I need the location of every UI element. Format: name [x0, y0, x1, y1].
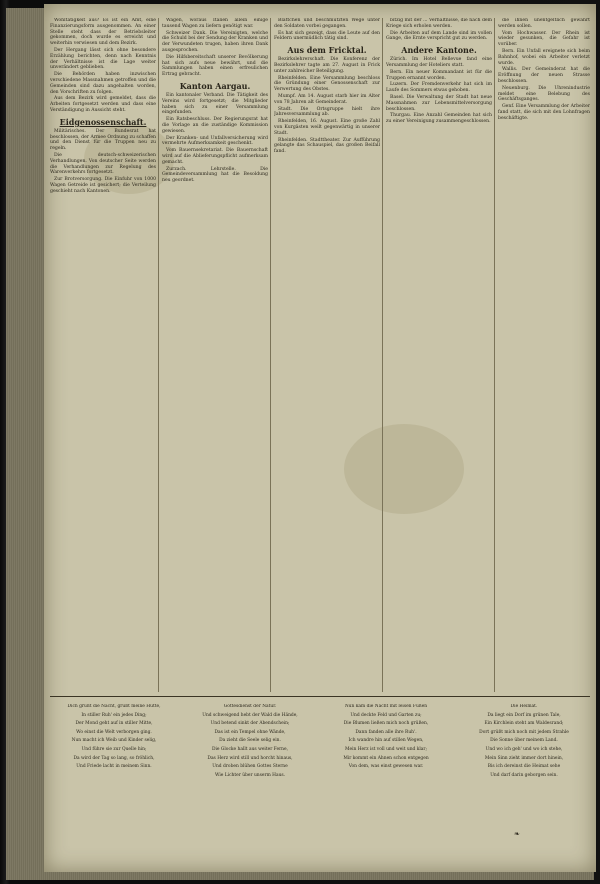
paragraph: Militärisches. Der Bundesrat hat beschlossen, der Armee Ordnung zu schaffen und den Dienst für die Truppen neu zu regeln. — [50, 128, 156, 152]
verse-line: Das ist ein Tempel ohne Wände, — [214, 729, 286, 735]
section-heading-kanton-aargau: Kanton Aargau. — [179, 80, 251, 91]
verse-line: In stiller Ruh' ein jedes Ding; — [81, 712, 147, 718]
verse-line: Da wird der Tag so lang, so fröhlich, — [73, 755, 155, 761]
verse-line: Ein Kirchlein steht am Waldesrand; — [484, 721, 564, 727]
paragraph: Ein kantonaler Verband. Die Tätigkeit des Vereins wird fortgesetzt; die Mitglieder haben sich zu einer Versammlung eingefunden. — [162, 92, 268, 116]
feuilleton-column-2 — [186, 704, 314, 834]
paragraph: Rheinfelden. Stadttheater. Zur Aufführung gelangte das Schauspiel, das großen Beifall fand. — [274, 137, 380, 155]
verse-line: Und darf darin geborgen sein. — [490, 772, 558, 778]
verse-line: Dich grüßt die Nacht, grüßt meine Hütte, — [67, 704, 161, 709]
column-rule — [158, 18, 159, 692]
verse-line: Die Sonne über meinem Land. — [490, 738, 558, 744]
paragraph: Stadt. Die Ortsgruppe hielt ihre Jahresversammlung ab. — [274, 106, 380, 118]
paragraph: Zurzach. Lehrstelle. Die Gemeindeversammlung hat die Besoldung neu geordnet. — [162, 166, 268, 184]
verse-line: Nun macht ich Weib und Kinder selig, — [71, 738, 157, 744]
paragraph: Zur Brotversorgung. Die Einfuhr von 1000 Wagen Getreide ist gesichert; die Verteilung geschieht nach Kantonen. — [50, 177, 156, 194]
column-rule — [382, 18, 383, 692]
paragraph: bitzig mit der ... Verhältnisse, die nach dem Kriege sich erholen werden. — [386, 18, 492, 29]
verse-line: Gottesdienst der Natur. — [223, 704, 277, 709]
paragraph: Genf. Eine Versammlung der Arbeiter fand statt, die sich mit den Lohnfragen beschäftigte. — [498, 104, 590, 121]
paragraph: Ein Ratsbeschluss. Der Regierungsrat hat die Vorlage an die zuständige Kommission gewiesen. — [162, 117, 268, 134]
verse-line: Das Herz wird still und horcht hinaus, — [207, 755, 293, 761]
column-rule — [494, 18, 495, 692]
feuilleton-column-3 — [322, 704, 450, 834]
text-column-4 — [386, 18, 492, 694]
verse-line: Da liegt ein Dorf im grünen Tale, — [487, 712, 561, 718]
section-heading-fricktal: Aus dem Fricktal. — [287, 45, 367, 56]
verse-line: Und droben blühen Gottes Sterne — [212, 764, 288, 770]
paragraph: Aus dem Bezirk wird gemeldet, dass die Arbeiten fortgesetzt werden und dass eine Verständigung in Aussicht steht. — [50, 96, 156, 113]
paragraph: Bern. Ein neuer Kommandant ist für die Truppen ernannt worden. — [386, 69, 492, 81]
paragraph: Bern. Ein Unfall ereignete sich beim Bahnhof, wobei ein Arbeiter verletzt wurde. — [498, 48, 590, 66]
verse-line: Und führe sie zur Quelle hin; — [81, 746, 147, 752]
verse-line: Die Heimat. — [510, 704, 538, 709]
feuilleton-column-1 — [50, 704, 178, 834]
verse-line: Nun kam die Nacht mit leisen Füßen — [344, 704, 428, 709]
text-column-1 — [50, 18, 156, 694]
paragraph: Vom Bauernsekretariat. Die Bauernschaft wird auf die Ablieferungspflicht aufmerksam gemacht. — [162, 148, 268, 165]
verse-line: Mein Sinn zieht immer dort hinein, — [484, 755, 564, 761]
verse-line: Ich wandre hin auf stillen Wegen, — [348, 738, 424, 744]
verse-line: Mir kommt ein Ahnen schon entgegen — [343, 755, 429, 761]
paragraph: Die Arbeiten auf dem Lande sind im vollen Gange, die Ernte verspricht gut zu werden. — [386, 30, 492, 42]
paragraph: Blättchen und beschmutzten Wege unter den Soldaten vorbei gegangen. — [274, 18, 380, 29]
section-heading-eidgenossenschaft: Eidgenossenschaft. — [59, 116, 147, 127]
paragraph: Mumpf. Am 14. August starb hier im Alter von 78 Jahren alt Gemeinderat. — [274, 93, 380, 105]
verse-line: Dann fanden alle ihre Ruh'. — [355, 729, 417, 735]
paragraph: Vom Hochwasser. Der Rhein ist wieder gesunken, die Gefahr ist vorüber. — [498, 30, 590, 48]
newspaper-page — [44, 4, 596, 872]
paragraph: Die Hilfsbereitschaft unserer Bevölkerung hat sich aufs neue bewährt, und die Sammlungen haben einen erfreulichen Ertrag gebracht. — [162, 54, 268, 78]
paragraph: Wagen, woraus Italien allein einige tausend Wagen zu liefern genötigt war. — [162, 18, 268, 29]
verse-line: Von dem, was einst gewesen war. — [348, 764, 424, 770]
verse-line: Bis ich dereinst die Heimat sehe — [487, 764, 561, 770]
feuilleton-column-4 — [458, 704, 590, 834]
paragraph: Bezirkslehrerschaft. Die Konferenz der Bezirkslehrer tagte am 27. August in Frick unter zahlreicher Beteiligung. — [274, 57, 380, 74]
verse-line: Und schweigend hebt der Wald die Hände, — [202, 712, 298, 718]
paragraph: Rheinfelden, 16. August. Eine große Zahl von Kurgästen weilt gegenwärtig in unserer Stadt. — [274, 119, 380, 136]
verse-line: Die Blumen ließen mich noch grüßen, — [343, 721, 429, 727]
paragraph: Der Hergang lässt sich ohne besondere Erzählung berichten, denn nach Kenntnis der Verhältnisse ist die Lage weiter unverändert geblieben. — [50, 47, 156, 71]
verse-line: Wo einst die Welt verborgen ging. — [76, 729, 152, 735]
verse-line: Die Glocke hallt aus weiter Ferne, — [211, 746, 289, 752]
paragraph: Der Kranken- und Unfallversicherung wird vermehrte Aufmerksamkeit geschenkt. — [162, 135, 268, 147]
section-heading-andere-kantone: Andere Kantone. — [401, 45, 477, 56]
text-column-3 — [274, 18, 380, 694]
column-rule — [270, 18, 271, 692]
paragraph: Thurgau. Eine Anzahl Gemeinden hat sich zu einer Vereinigung zusammengeschlossen. — [386, 113, 492, 125]
paragraph: Es hat sich gezeigt, dass die Leute auf den Feldern unermüdlich tätig sind. — [274, 30, 380, 42]
verse-line: Der Mond geht auf in stiller Mitte, — [75, 721, 153, 727]
paragraph: die ihnen unentgeltlich gewährt werden sollen. — [498, 18, 590, 29]
paragraph: Basel. Die Verwaltung der Stadt hat neue Massnahmen zur Lebensmittelversorgung beschlossen. — [386, 94, 492, 112]
verse-line: Und Friede lacht in meinem Sinn. — [76, 764, 152, 770]
verse-line: Mein Herz ist voll und weit und klar; — [344, 746, 427, 752]
paragraph: Luzern. Der Fremdenverkehr hat sich im Laufe des Sommers etwas gehoben. — [386, 82, 492, 94]
verse-line: Und deckte Feld und Garten zu; — [350, 712, 422, 718]
verse-line: Da zieht die Seele selig ein. — [219, 738, 281, 744]
verse-line: Wie Lichter über unserm Haus. — [214, 772, 286, 778]
page-ornament: ❧ — [514, 830, 520, 838]
feuilleton-divider — [50, 696, 590, 697]
text-column-2 — [162, 18, 268, 694]
paragraph: Zürich. Im Hotel Bellevue fand eine Versammlung der Hoteliers statt. — [386, 57, 492, 68]
paragraph: Schweizer Dank. Die Vereinigten, welche die Schuld bei der Sendung der Kranken und der Verwundeten trugen, haben ihren Dank ausgesprochen. — [162, 30, 268, 53]
verse-line: Und wo ich geh' und wo ich stehe, — [485, 746, 563, 752]
verse-line: Dort grüßt mich noch mit jedem Strahle — [479, 729, 569, 735]
verse-line: Und betend sinkt der Abendschein; — [210, 721, 290, 727]
paragraph: Die Behörden haben inzwischen verschiedene Massnahmen getroffen und die Gemeinden sind dazu angehalten worden, den Vorschriften zu folgen. — [50, 72, 156, 95]
paragraph: Wohltätigkeit aus? Es ist ein Amt, eine Finanzierungsform ausgenommen. An einer Stelle steht dass der Betriebsleiter gekommen, doch wurde es erreicht und weiterhin verwiesen und dem Bezirk. — [50, 18, 156, 47]
paragraph: Die deutsch-schweizerischen Verhandlungen. Von deutscher Seite werden die Verhandlungen zur Regelung des Warenverkehrs fortgesetzt. — [50, 152, 156, 176]
paragraph: Neuenburg. Die Uhrenindustrie meldet eine Belebung des Geschäftsganges. — [498, 85, 590, 103]
paragraph: Rheinfelden. Eine Versammlung beschloss die Gründung einer Genossenschaft zur Verwertung des Obstes. — [274, 75, 380, 93]
text-column-5 — [498, 18, 590, 694]
paragraph: Wallis. Der Gemeinderat hat die Eröffnung der neuen Strasse beschlossen. — [498, 67, 590, 84]
